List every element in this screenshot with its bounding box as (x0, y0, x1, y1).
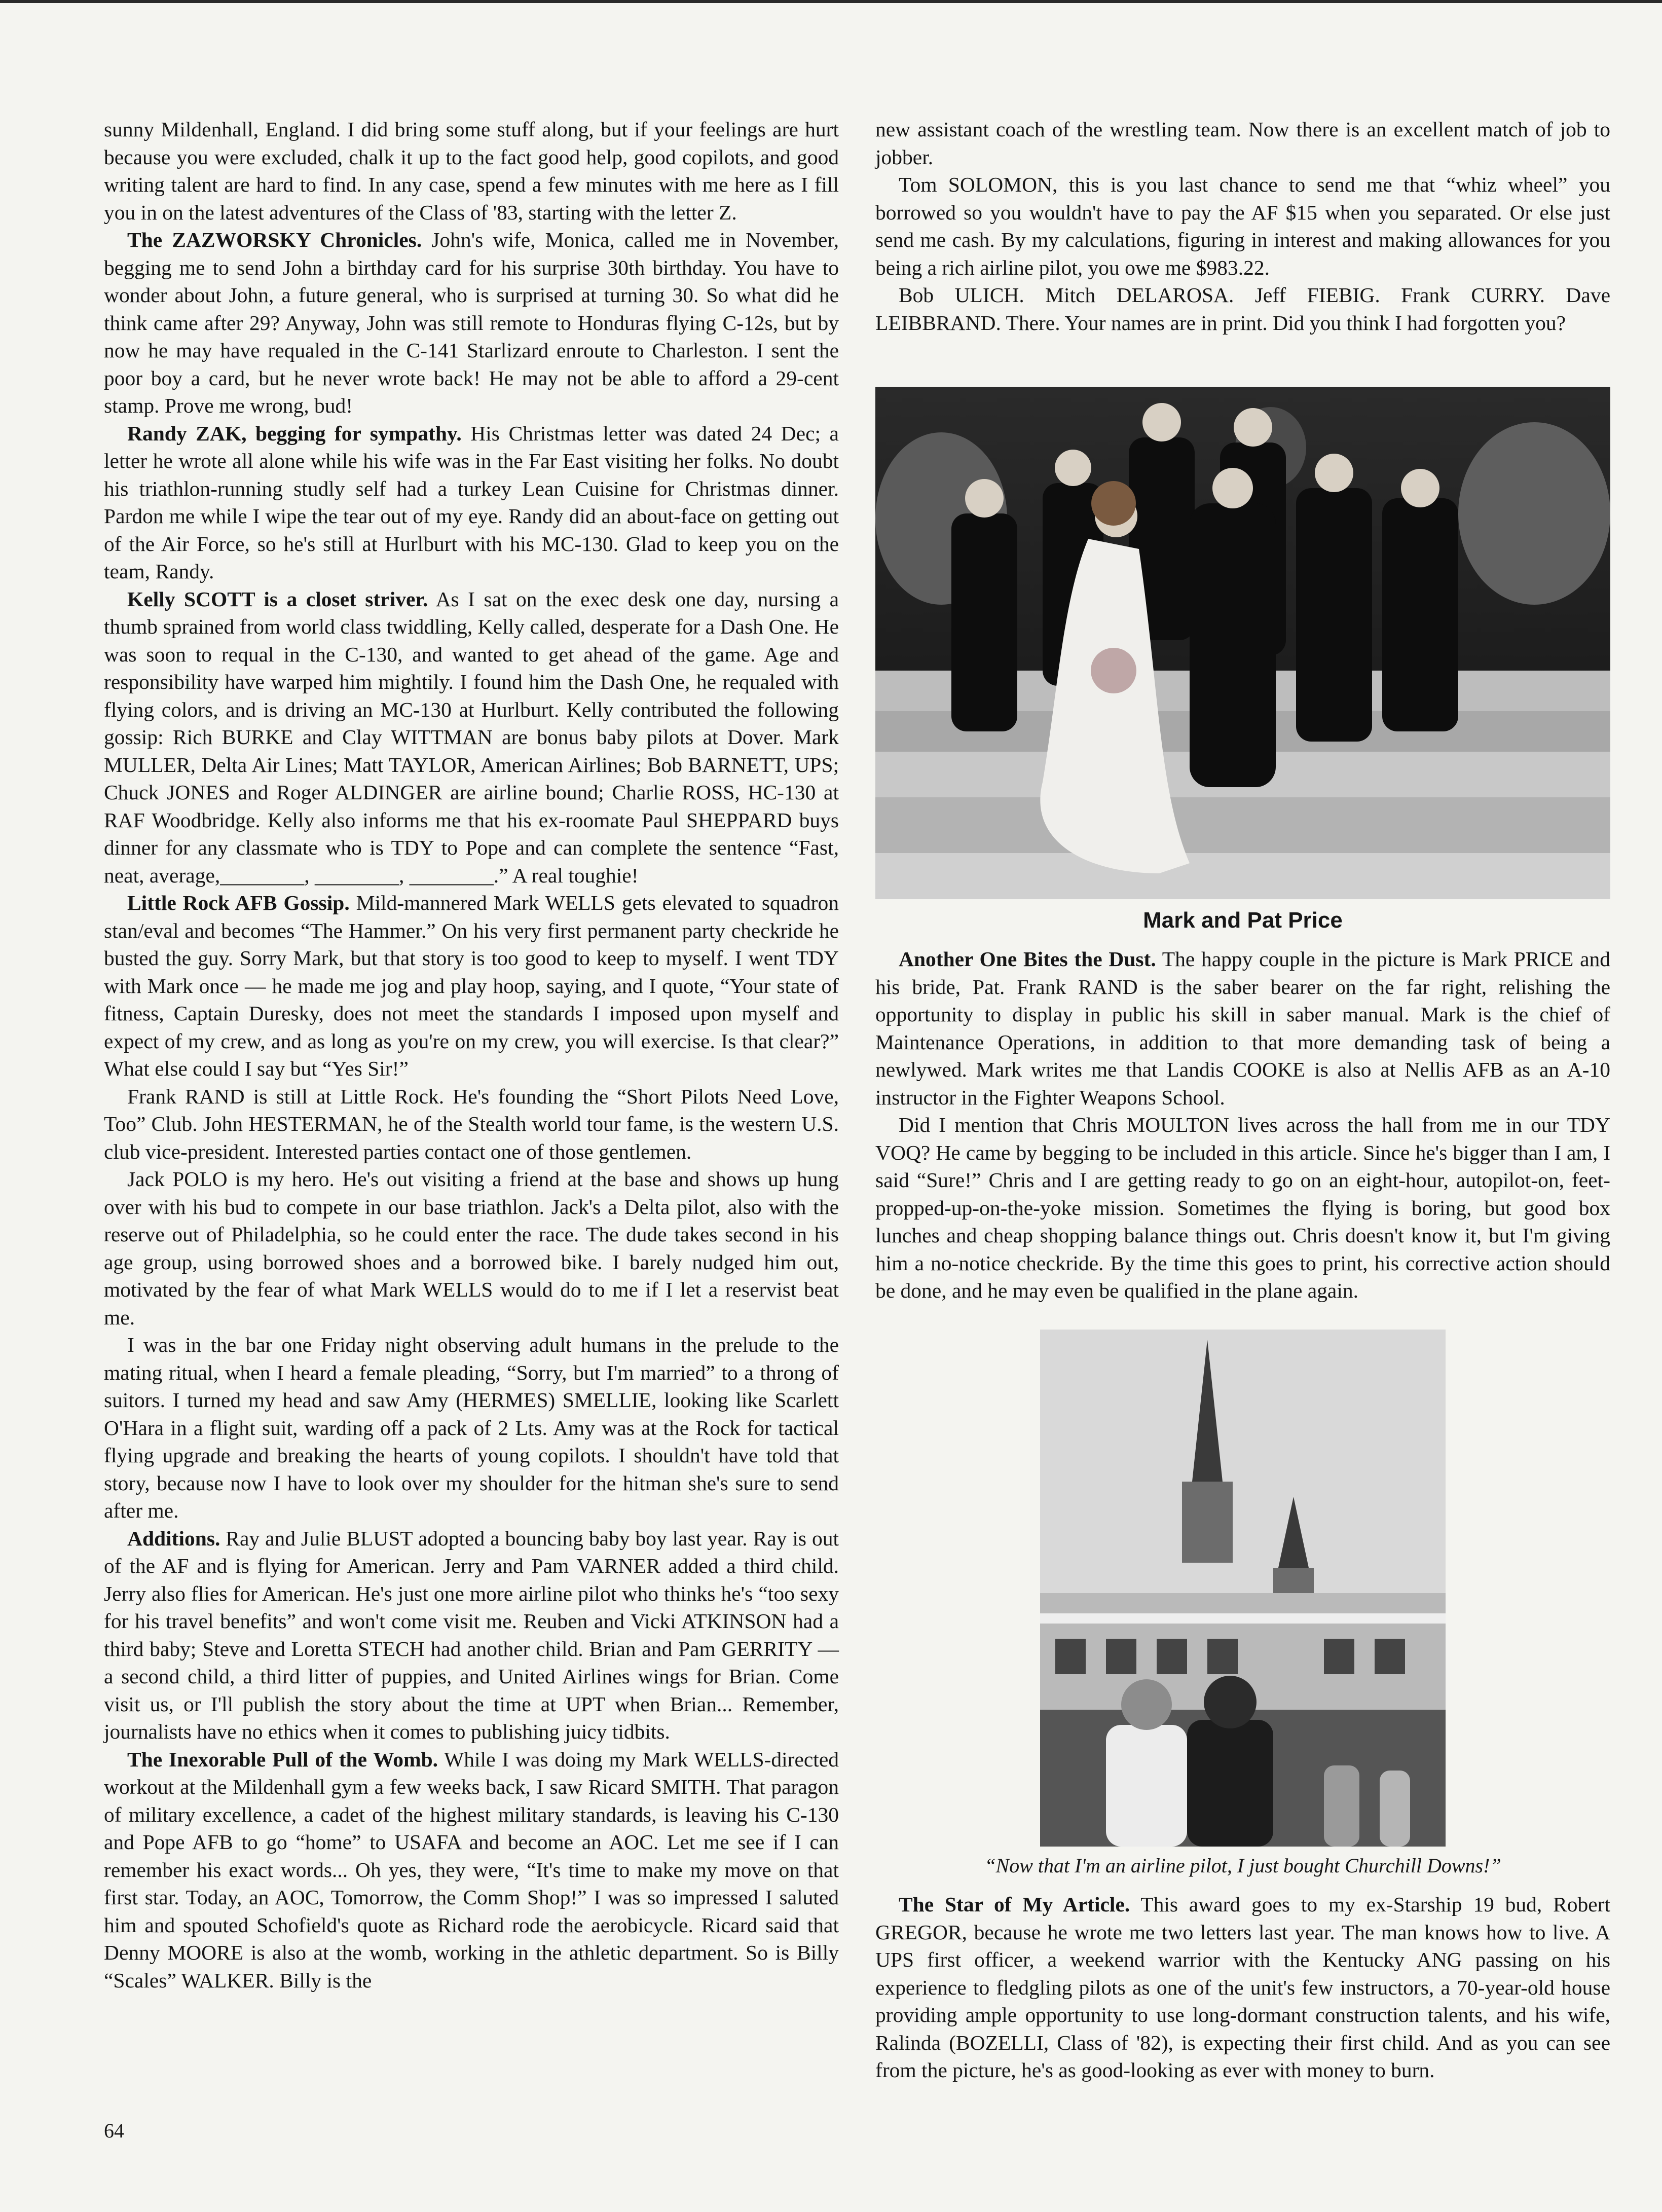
paragraph-body: This award goes to my ex-Starship 19 bud, Robert GREGOR, because he wrote me two letters last year. The man knows how to live. A UPS first officer, a weekend warrior with the Kentucky ANG passing on his experience to fledgling pilots as one of the unit's few instructors, a 70-year-old house providing ample opportunity to use long-dormant construction talents, and his wife, Ralinda (BOZELLI, Class of '82), is expecting their first child. And as you can see from the picture, he's as good-looking as ever with money to burn. (875, 1893, 1611, 2082)
paragraph-body: As I sat on the exec desk one day, nursing a thumb sprained from world class twiddling, Kelly called, desperate for a Dash One. He was soon to requal in the C-130, and wanted to get ahead of the game. Age and responsibility have warped him mightily. I found him the Dash One, he requaled with flying colors, and is driving an MC-130 at Hurlburt. Kelly contributed the following gossip: Rich BURKE and Clay WITTMAN are bonus baby pilots at Dover. Mark MULLER, Delta Air Lines; Matt TAYLOR, American Airlines; Bob BARNETT, UPS; Chuck JONES and Roger ALDINGER are airline bound; Charlie ROSS, HC-130 at RAF Woodbridge. Kelly also informs me that his ex-roomate Paul SHEPPARD buys dinner for any classmate who is TDY to Pope and can complete the sentence “Fast, neat, average,________, ________, ________.” A real toughie! (104, 587, 839, 887)
paragraph-heading: Little Rock AFB Gossip. (127, 891, 350, 914)
paragraph-heading: The ZAZWORSKY Chronicles. (127, 228, 422, 251)
paragraph-heading: Randy ZAK, begging for sympathy. (127, 421, 462, 445)
paragraph-body: Mild-mannered Mark WELLS gets elevated to squadron stan/eval and becomes “The Hammer.” On his very first permanent party checkride he busted the guy. Sorry Mark, but that story is too good to keep to myself. I went TDY with Mark once — he made me jog and play hoop, saying, and I quote, “Your state of fitness, Captain Duresky, does not meet the standards I imposed upon myself and expect of my crew, and as long as you're on my crew, you will exercise. Is that clear?” What else could I say but “Yes Sir!” (104, 891, 839, 1080)
paragraph (104, 1525, 839, 1746)
paragraph (104, 420, 839, 585)
page-number: 64 (104, 2119, 124, 2142)
paragraph-heading: The Star of My Article. (899, 1893, 1130, 1916)
paragraph: Tom SOLOMON, this is you last chance to send me that “whiz wheel” you borrowed so you wouldn't have to pay the AF $15 when you separated. Or else just send me cash. By my calculations, figuring in interest and making allowances for you being a rich airline pilot, you owe me $983.22. (875, 173, 1610, 279)
right-column-middle (875, 945, 1610, 1305)
paragraph (875, 945, 1610, 1111)
paragraph (104, 1746, 839, 1995)
paragraph-heading: Kelly SCOTT is a closet striver. (127, 587, 428, 611)
paragraph: Jack POLO is my hero. He's out visiting a friend at the base and shows up hung over with his bud to compete in our base triathlon. Jack's a Delta pilot, also with the reserve out of Philadelphia, so he could enter the race. The dude takes second in his age group, using borrowed shoes and a borrowed bike. I barely nudged him out, motivated by the fear of what Mark WELLS would do to me if I let a reservist beat me. (104, 1167, 839, 1329)
paragraph-heading: Additions. (127, 1526, 220, 1550)
wedding-photo-caption: Mark and Pat Price (1143, 908, 1343, 933)
churchill-downs-photo (1040, 1330, 1446, 1847)
top-rule (0, 0, 1662, 3)
paragraph-body: John's wife, Monica, called me in November, begging me to send John a birthday card for his surprise 30th birthday. You have to wonder about John, a future general, who is surprised at turning 30. So what did he think came after 29? Anyway, John was still remote to Honduras flying C-12s, but by now he may have requaled in the C-141 Starlizard enroute to Charleston. I sent the poor boy a card, but he never wrote back! He may not be able to afford a 29-cent stamp. Prove me wrong, bud! (104, 228, 839, 417)
paragraph: sunny Mildenhall, England. I did bring some stuff along, but if your feelings are hurt because you were excluded, chalk it up to the fact good help, good copilots, and good writing talent are hard to find. In any case, spend a few minutes with me here as I fill you in on the latest adventures of the Class of '83, starting with the letter Z. (104, 118, 839, 224)
paragraph-body: His Christmas letter was dated 24 Dec; a letter he wrote all alone while his wife was in the Far East visiting her folks. No doubt his triathlon-running studly self had a turkey Lean Cuisine for Christmas dinner. Pardon me while I wipe the tear out of my eye. Randy did an about-face on getting out of the Air Force, so he's still at Hurlburt with his MC-130. Glad to keep you on the team, Randy. (104, 421, 839, 583)
paragraph-heading: Another One Bites the Dust. (899, 947, 1156, 971)
paragraph (104, 226, 839, 420)
paragraph: Frank RAND is still at Little Rock. He's founding the “Short Pilots Need Love, Too” Club. John HESTERMAN, he of the Stealth world tour fame, is the western U.S. club vice-president. Interested parties contact one of those gentlemen. (104, 1084, 839, 1163)
paragraph (875, 1891, 1610, 2084)
paragraph-body: The happy couple in the picture is Mark PRICE and his bride, Pat. Frank RAND is the saber bearer on the far right, relishing the opportunity to display in public his skill in saber manual. Mark is the chief of Maintenance Operations, in addition to that more demanding task of being a newlywed. Mark writes me that Landis COOKE is also at Nellis AFB as an A-10 instructor in the Fighter Weapons School. (875, 947, 1611, 1109)
paragraph: new assistant coach of the wrestling team. Now there is an excellent match of job to jobber. (875, 118, 1610, 169)
right-column-bottom (875, 1891, 1610, 2084)
paragraph-body: While I was doing my Mark WELLS-directed workout at the Mildenhall gym a few weeks back, I saw Ricard SMITH. That paragon of military excellence, a cadet of the highest military standards, is leaving his C-130 and Pope AFB to go “home” to USAFA and become an AOC. Let me see if I can remember his exact words... Oh yes, they were, “It's time to make my move on that first star. Today, an AOC, Tomorrow, the Comm Shop!” I was so impressed I saluted him and spouted Schofield's quote as Richard rode the aerobicycle. Ricard said that Denny MOORE is also at the womb, working in the athletic department. So is Billy “Scales” WALKER. Billy is the (104, 1747, 839, 1992)
churchill-downs-caption: “Now that I'm an airline pilot, I just bought Churchill Downs!” (984, 1854, 1501, 1877)
paragraph-heading: The Inexorable Pull of the Womb. (127, 1747, 438, 1771)
paragraph-body: Ray and Julie BLUST adopted a bouncing baby boy last year. Ray is out of the AF and is flying for American. Jerry and Pam VARNER added a third child. Jerry also flies for American. He's just one more airline pilot who thinks he's “too sexy for his travel benefits” and won't come visit me. Reuben and Vicki ATKINSON had a third baby; Steve and Loretta STECH had another child. Brian and Pam GERRITY — a second child, a third litter of puppies, and United Airlines wings for Brian. Come visit us, or I'll publish the story about the time at UPT when Brian... Remember, journalists have no ethics when it comes to publishing juicy tidbits. (104, 1526, 839, 1743)
paragraph (104, 585, 839, 890)
right-column-top (875, 116, 1610, 337)
left-column (104, 116, 839, 1994)
wedding-photo (875, 387, 1610, 899)
paragraph: Bob ULICH. Mitch DELAROSA. Jeff FIEBIG. Frank CURRY. Dave LEIBBRAND. There. Your names are in print. Did you think I had forgotten you? (875, 283, 1610, 335)
paragraph: Did I mention that Chris MOULTON lives across the hall from me in our TDY VOQ? He came by begging to be included in this article. Since he's bigger than I am, I said “Sure!” Chris and I are getting ready to go on an eight-hour, autopilot-on, feet-propped-up-on-the-yoke mission. Sometimes the flying is boring, but good box lunches and cheap shopping balance things out. Chris doesn't know it, but I'm giving him a no-notice checkride. By the time this goes to print, his corrective action should be done, and he may even be qualified in the plane again. (875, 1113, 1610, 1302)
paragraph (104, 889, 839, 1083)
paragraph: I was in the bar one Friday night observing adult humans in the prelude to the mating ritual, when I heard a female pleading, “Sorry, but I'm married” to a throng of suitors. I turned my head and saw Amy (HERMES) SMELLIE, looking like Scarlett O'Hara in a flight suit, warding off a pack of 2 Lts. Amy was at the Rock for tactical flying upgrade and breaking the hearts of young copilots. I shouldn't have told that story, because now I have to look over my shoulder for the hitman she's sure to send after me. (104, 1333, 839, 1522)
